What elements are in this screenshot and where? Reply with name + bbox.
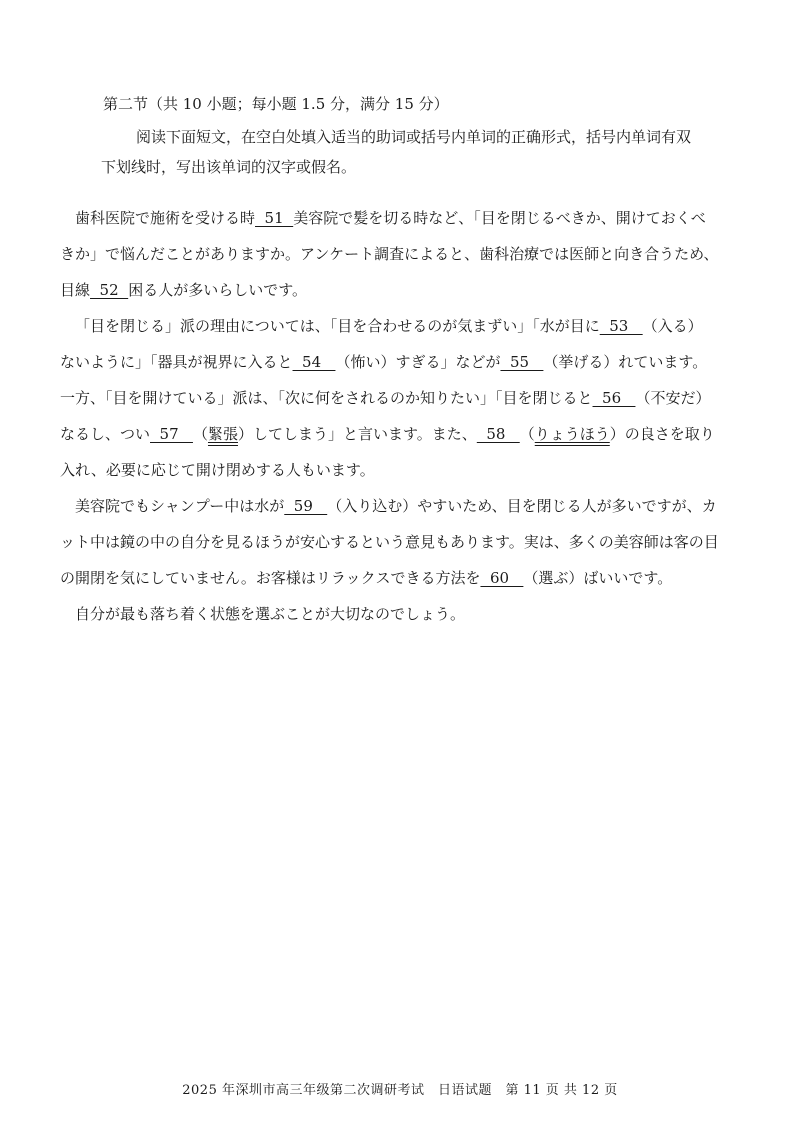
passage-line [60, 276, 780, 312]
section-header: 第二节（共 10 小题；每小题 1.5 分，满分 15 分） [103, 95, 449, 113]
passage-text: 美容院でもシャンプー中は水が [75, 497, 285, 515]
passage-text: （入り込む）やすいため、目を閉じる人が多いですが、カ [327, 497, 717, 515]
passage-line [60, 420, 780, 456]
passage-text: 「目を閉じる」派の理由については、「目を合わせるのが気まずい」「水が目に [75, 317, 600, 335]
passage-text: （挙げる）れています。 [543, 353, 708, 371]
blank-53[interactable]: 53 [599, 317, 643, 335]
blank-54[interactable]: 54 [292, 353, 336, 371]
passage-line [60, 564, 780, 600]
passage-text: 美容院で髪を切る時など、「目を閉じるべきか、開けておくべ [293, 209, 706, 227]
passage-text: （不安だ） [635, 389, 711, 407]
passage-text: の開閉を気にしていません。お客様はリラックスできる方法を [60, 569, 481, 587]
instruction-line-2: 下划线时，写出该单词的汉字或假名。 [101, 158, 357, 176]
passage-text: 困る人が多いらしいです。 [128, 281, 307, 299]
instruction-part-1: 阅读下面短文，在空白处填入适当的助词或括号内单词的正确形式，括号内单词有双 [136, 128, 692, 146]
passage-text: （ [519, 425, 535, 443]
passage-text: 一方、「目を開けている」派は、「次に何をされるのか知りたい」「目を閉じると [60, 389, 593, 407]
passage-text: ないように」「器具が視界に入ると [60, 353, 293, 371]
passage-line: ット中は鏡の中の自分を見るほうが安心するという意見もあります。実は、多くの美容師は客の目 [60, 533, 719, 551]
passage-line: 自分が最も落ち着く状態を選ぶことが大切なのでしょう。 [75, 605, 466, 623]
page-footer: 2025 年深圳市高三年级第二次调研考试 日语试题 第 11 页 共 12 页 [182, 1083, 618, 1098]
passage-text: （入る） [642, 317, 703, 335]
blank-51[interactable]: 51 [255, 209, 294, 227]
underlined-word: 緊張 [207, 425, 238, 443]
passage-line [60, 348, 780, 384]
blank-57[interactable]: 57 [150, 425, 193, 443]
passage-text: ）の良さを取り [609, 425, 715, 443]
blank-56[interactable]: 56 [592, 389, 636, 407]
passage-line: きか」で悩んだことがありますか。アンケート調査によると、歯科治療では医師と向き合うため、 [60, 245, 719, 263]
blank-58[interactable]: 58 [476, 425, 520, 443]
passage-line: 入れ、必要に応じて開け閉めする人もいます。 [60, 461, 375, 479]
passage-text: 目線 [60, 281, 91, 299]
passage-line [60, 204, 780, 240]
blank-60[interactable]: 60 [480, 569, 524, 587]
reading-passage [60, 204, 780, 636]
passage-line [60, 384, 780, 420]
passage-line [60, 312, 780, 348]
underlined-word: りょうほう [534, 425, 610, 443]
passage-text: なるし、つい [60, 425, 151, 443]
passage-text: （ [192, 425, 208, 443]
passage-text: ）してしまう」と言います。また、 [237, 425, 477, 443]
blank-55[interactable]: 55 [500, 353, 544, 371]
instruction-text [101, 122, 741, 182]
passage-text: （怖い）すぎる」などが [335, 353, 501, 371]
blank-52[interactable]: 52 [90, 281, 129, 299]
instruction-line-1 [101, 122, 741, 152]
passage-text: （選ぶ）ばいいです。 [523, 569, 673, 587]
passage-line [60, 492, 780, 528]
blank-59[interactable]: 59 [284, 497, 328, 515]
passage-text: 歯科医院で施術を受ける時 [75, 209, 256, 227]
